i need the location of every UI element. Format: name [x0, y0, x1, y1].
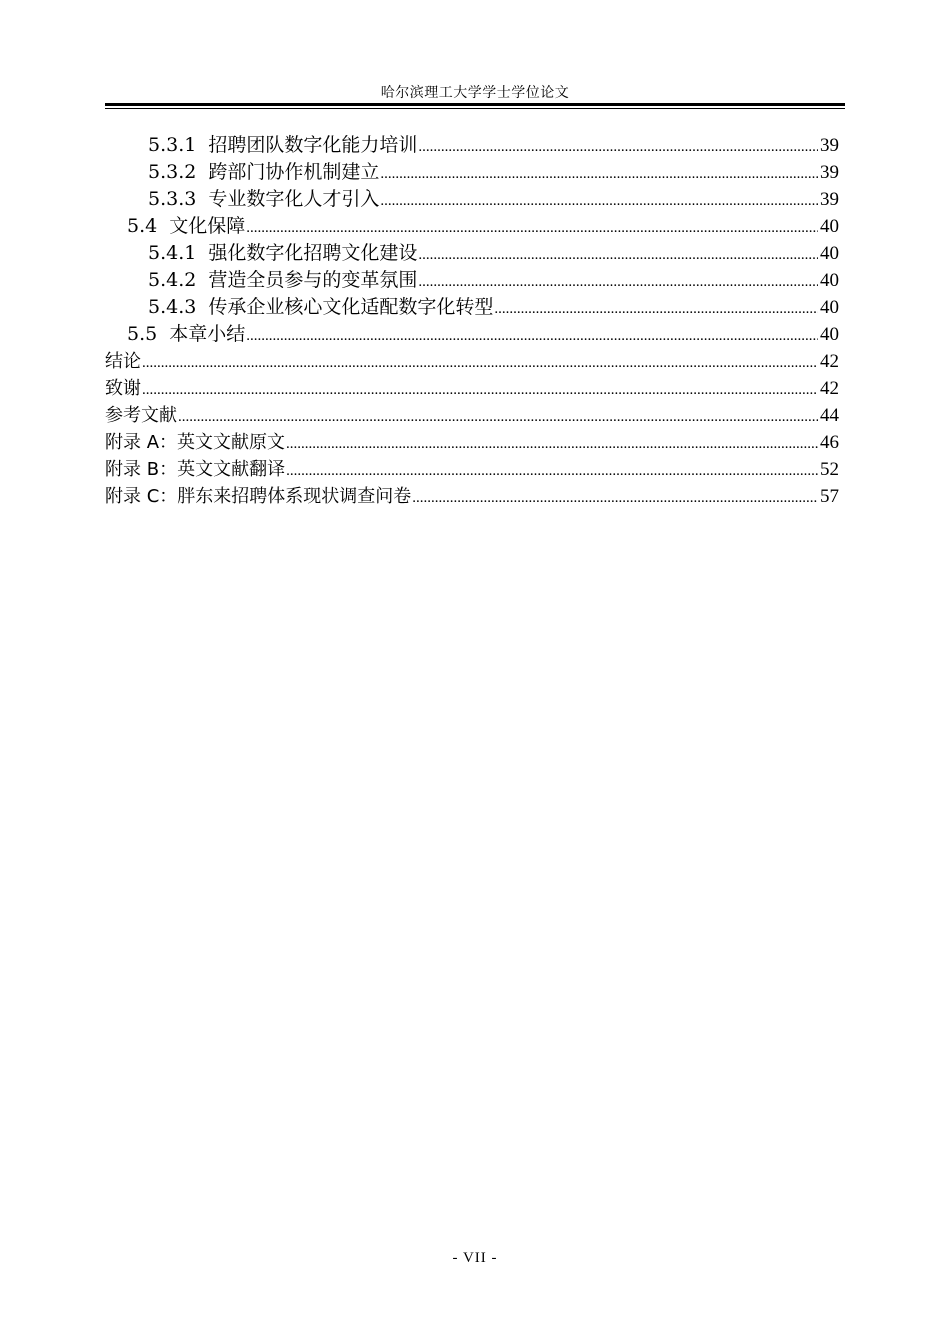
toc-dot-leader — [418, 242, 818, 269]
toc-dot-leader — [494, 296, 818, 323]
header-rule-thick — [105, 103, 845, 106]
toc-entry-number: 5.4.1 — [148, 242, 197, 264]
page-header-title: 哈尔滨理工大学学士学位论文 — [380, 85, 570, 101]
toc-dot-leader — [246, 323, 818, 350]
toc-dot-leader — [380, 161, 818, 188]
toc-entry-page: 46 — [820, 432, 839, 453]
toc-entry-page: 42 — [820, 351, 839, 372]
toc-entry-number: 5.4.3 — [148, 296, 197, 318]
toc-entry-page: 39 — [820, 189, 839, 210]
toc-entry[interactable] — [105, 375, 839, 402]
toc-entry-title: 附录 B：英文文献翻译 — [105, 459, 286, 480]
toc-entry-title: 营造全员参与的变革氛围 — [208, 269, 418, 291]
toc-entry-number: 5.5 — [127, 323, 158, 345]
toc-entry-page: 40 — [820, 243, 839, 264]
toc-entry-title: 附录 C：胖东来招聘体系现状调查问卷 — [105, 486, 412, 507]
toc-dot-leader — [142, 350, 818, 377]
toc-entry-number: 5.3.2 — [148, 161, 197, 183]
toc-entry-page: 44 — [820, 405, 839, 426]
toc-entry-page: 39 — [820, 162, 839, 183]
toc-entry-page: 57 — [820, 486, 839, 507]
toc-entry[interactable] — [105, 213, 839, 240]
toc-entry-title: 传承企业核心文化适配数字化转型 — [208, 296, 494, 318]
toc-entry[interactable] — [105, 240, 839, 267]
toc-dot-leader — [418, 134, 818, 161]
toc-entry-number: 5.3.3 — [148, 188, 197, 210]
toc-entry-page: 40 — [820, 216, 839, 237]
toc-entry[interactable] — [105, 456, 839, 483]
toc-entry-title: 专业数字化人才引入 — [208, 188, 380, 210]
toc-dot-leader — [142, 377, 818, 404]
toc-entry[interactable] — [105, 402, 839, 429]
toc-entry-title: 致谢 — [105, 378, 141, 399]
toc-entry-page: 40 — [820, 270, 839, 291]
toc-entry-title: 招聘团队数字化能力培训 — [208, 134, 418, 156]
toc-entry[interactable] — [105, 159, 839, 186]
toc-dot-leader — [178, 404, 818, 431]
toc-entry-page: 52 — [820, 459, 839, 480]
toc-entry-page: 40 — [820, 297, 839, 318]
toc-entry-page: 42 — [820, 378, 839, 399]
page-number: - VII - — [452, 1250, 498, 1266]
toc-entry-page: 39 — [820, 135, 839, 156]
toc-dot-leader — [418, 269, 818, 296]
toc-dot-leader — [412, 485, 818, 512]
toc-entry-title: 附录 A：英文文献原文 — [105, 432, 286, 453]
toc-entry[interactable] — [105, 294, 839, 321]
toc-entry-title: 参考文献 — [105, 405, 177, 426]
toc-entry-title: 强化数字化招聘文化建设 — [208, 242, 418, 264]
toc-entry-number: 5.3.1 — [148, 134, 197, 156]
toc-dot-leader — [246, 215, 818, 242]
toc-entry-page: 40 — [820, 324, 839, 345]
toc-entry-title: 本章小结 — [169, 323, 246, 345]
toc-entry[interactable] — [105, 483, 839, 510]
table-of-contents — [105, 132, 839, 510]
toc-entry[interactable] — [105, 348, 839, 375]
toc-entry[interactable] — [105, 132, 839, 159]
toc-entry-number: 5.4.2 — [148, 269, 197, 291]
toc-entry[interactable] — [105, 429, 839, 456]
toc-entry-title: 文化保障 — [169, 215, 246, 237]
header-rule-thin — [105, 108, 845, 109]
toc-entry[interactable] — [105, 186, 839, 213]
toc-entry-title: 结论 — [105, 351, 141, 372]
toc-entry[interactable] — [105, 321, 839, 348]
toc-dot-leader — [380, 188, 818, 215]
toc-entry-number: 5.4 — [127, 215, 158, 237]
toc-dot-leader — [286, 431, 818, 458]
toc-entry[interactable] — [105, 267, 839, 294]
toc-entry-title: 跨部门协作机制建立 — [208, 161, 380, 183]
toc-dot-leader — [286, 458, 818, 485]
